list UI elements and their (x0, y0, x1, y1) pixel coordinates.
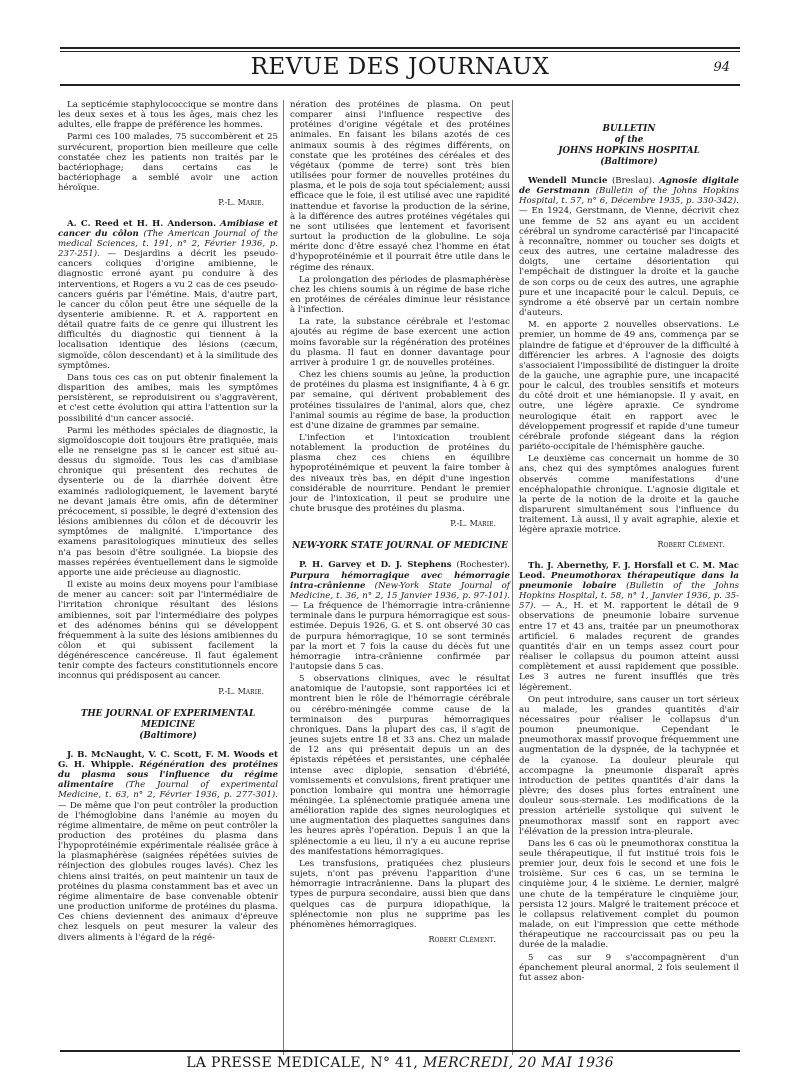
paragraph: 5 cas sur 9 s'accompagnèrent d'un épanchement pleural anormal, 2 fois seulement il fut assez abon- (519, 952, 739, 983)
article-title: Amibiase et cancer du côlon (58, 218, 278, 239)
article-reference: (Bulletin of the Johns Hopkins Hospital, t. 57, n° 6, Décembre 1935, p. 330-342). (519, 186, 739, 207)
article-text: — De même que l'on peut contrôler la production de l'hémoglobine dans l'anémie au moyen du régime alimentaire, de même on peut contrôler la production des protéines du plasma dans l'hypoprotéinémie expérimentale réalisée grâce à la plasmaphérèse (saignées répétées suivies de réinjection des globules rouges lavés). Chez les chiens ainsi traités, on peut maintenir un taux de protéines du plasma constamment bas et avec un régime alimentaire de base convenable obtenir une production uniforme de protéines du plasma. Ces chiens deviennent des animaux d'épreuve chez lesquels on peut mesurer la valeur des divers aliments à l'égard de la régé- (58, 800, 278, 943)
paragraph: L'infection et l'intoxication troublent notablement la production de protéines du plasma chez ces chiens en équilibre hypoprotéinémique et peuvent la faire tomber à des niveaux très bas, en dépit d'une ingestion considérable de nourriture. Pendant le premier jour de l'intoxication, il peut se produire une chute brusque des protéines du plasma. (290, 433, 510, 515)
article-title: Pneumothorax thérapeutique dans la pneumonie lobaire (519, 570, 740, 591)
article-authors: Th. J. Abernethy, F. J. Horsfall et C. M. Mac Leod. (519, 560, 739, 581)
signature: P.-L. Marie. (218, 198, 264, 208)
article-city: (Rochester). (456, 560, 511, 571)
article-reference: (Bulletin of the Johns Hopkins Hospital, t. 58, n° 1, Janvier 1936, p. 35-57). (519, 580, 740, 612)
signature: P.-L. Marie. (450, 519, 496, 529)
article-text: — Desjardins a décrit les pseudo-cancers coliques d'origine amibienne, le diagnostic erroné ayant pu conduire à des interventions, et Rogers a vu 2 cas de ces pseudo-cancers guéris par l'émétine. Mais, d'autre part, le cancer du côlon peut être une séquelle de la dysenterie amibienne. R. et A. rapportent en détail quatre faits de ce genre qui illustrent les difficultés du diagnostic qui tiennent à la localisation identique des lésions (cæcum, sigmoïde, côlon descendant) et à la similitude des symptômes. (58, 249, 278, 371)
article-title: Régénération des protéines du plasma sous l'influence du régime alimentaire (58, 759, 278, 791)
paragraph: La prolongation des périodes de plasmaphérèse chez les chiens soumis à un régime de base riche en protéines de céréales diminue leur résistance à l'infection. (290, 274, 510, 316)
footer-date: MERCREDI, 20 MAI 1936 (422, 1055, 614, 1071)
article-mcnaught (58, 750, 278, 943)
article-reed-anderson (58, 219, 278, 371)
column-divider (283, 100, 284, 1055)
paragraph: Il existe au moins deux moyens pour l'amibiase de mener au cancer: soit par l'intermédiaire de l'irritation chronique résultant des lésions amibiennes, soit par l'intermédiaire des polypes et des adénomes bénins qui se développent fréquemment à la suite des lésions amibiennes du côlon et qui subissent facilement la dégénérescence cancéreuse. Il faut également tenir compte des facteurs constitutionnels encore inconnus qui prédisposent au cancer. (58, 580, 278, 682)
column-1 (58, 100, 278, 945)
column-3 (519, 100, 739, 985)
page-number: 94 (713, 60, 730, 75)
journal-section-heading (290, 541, 510, 552)
paragraph: Dans les 6 cas où le pneumothorax constitua la seule thérapeutique, il fut institué trois fois le premier jour, deux fois le second et une fois le troisième. Sur ces 6 cas, un se termina le cinquième jour, 4 le sixième. Le dernier, malgré une chute de la température le cinquième jour, persista 12 jours. Malgré le traitement précoce et le collapsus relativement complet du poumon malade, on eut l'impression que cette méthode thérapeutique ne raccourcissait pas ou peu la durée de la maladie. (519, 838, 739, 951)
paragraph: Chez les chiens soumis au jeûne, la production de protéines du plasma est insignifiante, 4 à 6 gr. par semaine, qui dérivent probablement des protéines tissulaires de l'animal, alors que, chez l'animal soumis au régime de base, la production est d'une dizaine de grammes par semaine. (290, 370, 510, 431)
signature: Robert Clément. (428, 935, 496, 945)
paragraph: Le deuxième cas concernait un homme de 30 ans, chez qui des symptômes analogues furent observés comme manifestations d'une encéphalopathie chronique. L'agnosie digitale et la perte de la notion de la droite et la gauche disparurent simultanément sous l'influence du traitement. Là aussi, il y avait agraphie, alexie et légère apraxie motrice. (519, 454, 739, 536)
paragraph: 5 observations cliniques, avec le résultat anatomique de l'autopsie, sont rapportées ici et montrent bien le rôle de l'hémorragie cérébrale ou cérébro-méningée comme cause de la terminaison des purpuras hémorragiques chroniques. Dans la plupart des cas, il s'agit de jeunes sujets entre 18 et 33 ans. Chez un malade de 12 ans qui présentait depuis un an des épistaxis répétées et persistantes, une céphalée intense avec diplopie, sensation d'ébriété, vomissements et convulsions, firent pratiquer une ponction lombaire qui montra une hémorragie méningée. La splénectomie pratiquée amena une amélioration rapide des signes neurologiques et une augmentation des plaquettes sanguines dans les heures après l'opération. Depuis 1 an que la splénectomie a eu lieu, il n'y a eu aucune reprise des manifestations hémorragiques. (290, 674, 510, 857)
article-title: Purpura hémorragique avec hémorragie intra-crânienne (290, 570, 510, 591)
article-text: — A., H. et M. rapportent le détail de 9 observations de pneumonie lobaire survenue entre 17 et 43 ans, traitée par un pneumothorax artificiel. 6 malades reçurent de grandes quantités d'air en un temps assez court pour réaliser le collapsus du poumon atteint aussi complètement et aussi rapidement que possible. Les 3 autres ne furent insufflés que très légèrement. (519, 601, 739, 693)
section-city: (Baltimore) (139, 730, 197, 741)
signature: Robert Clément. (657, 540, 725, 550)
paragraph: On peut introduire, sans causer un tort sérieux au malade, les grandes quantités d'air nécessaires pour réaliser le collapsus d'un poumon pneumonique. Cependant le pneumothorax massif provoque fréquemment une augmentation de la dyspnée, de la tachypnée et de la cyanose. La douleur pleurale qui accompagne la pneumonie disparaît après introduction de petites quantités d'air dans la plèvre; des doses plus fortes entraînent une douleur sous-sternale. Les modifications de la pression artérielle systolique qui suivent le pneumothorax massif sont en rapport avec l'élévation de la pression intra-pleurale. (519, 694, 739, 837)
section-journal-name: THE JOURNAL OF EXPERIMENTAL MEDICINE (80, 708, 256, 730)
journal-section-title: REVUE DES JOURNAUX (250, 54, 550, 80)
article-garvey-stephens (290, 560, 510, 672)
article-reference: (The Journal of experimental Medicine, t. 63, n° 2, Février 1936, p. 277-301). (58, 780, 278, 801)
header-rule-bottom (60, 84, 740, 86)
paragraph: Parmi les méthodes spéciales de diagnostic, la sigmoïdoscopie doit toujours être pratiquée, mais elle ne renseigne pas si le cancer est situé au-dessus du sigmoïde. Tous les cas d'amibiase chronique qui présentent des rechutes de dysenterie ou de la diarrhée doivent être examinés radiologiquement, le lavement baryté ne devant jamais être omis, afin de déterminer précocement, si possible, le degré d'extension des lésions amibiennes du côlon et de découvrir les symptômes de malignité. L'importance des examens parasitologiques minutieux des selles n'a pas besoin d'être soulignée. La biopsie des masses repérées éventuellement dans le sigmoïde apporte une aide précieuse au diagnostic. (58, 425, 278, 578)
footer-rule (60, 1050, 740, 1052)
journal-section-heading (519, 124, 739, 168)
paragraph: La septicémie staphylococcique se montre dans les deux sexes et à tous les âges, mais chez les adultes, elle frappe de préférence les hommes. (58, 100, 278, 131)
section-journal-name-line1: BULLETIN (602, 124, 656, 134)
signature: P.-L. Marie. (218, 686, 264, 696)
column-2 (290, 100, 510, 955)
article-text: — En 1924, Gerstmann, de Vienne, décrivit chez une femme de 52 ans ayant eu un accident cérébral un syndrome caractérisé par l'incapacité à reconnaître, nommer ou toucher ses doigts et ceux des autres, une certaine maladresse des doigts, une certaine désorientation qui l'empêchait de distinguer la droite et la gauche de son corps ou de ceux des autres, une agraphie pure et une incapacité pour le calcul. Depuis, ce syndrome a été observé par un certain nombre d'auteurs. (519, 206, 739, 319)
section-journal-name-line2: of the (614, 135, 644, 145)
article-reference: (The American Journal of the medical Sciences, t. 191, n° 2, Février 1936, p. 237-251). (58, 228, 279, 260)
paragraph: M. en apporte 2 nouvelles observations. Le premier, un homme de 49 ans, commença par se plaindre de fatigue et d'éprouver de la difficulté à différencier les arbres. A l'agnosie des doigts s'associaient l'impossibilité de distinguer la droite de la gauche, une agraphie pure, une incapacité pour le calcul, des troubles sensitifs et moteurs du côté droit et une hémianopsie. Il y avait, en outre, une légère apraxie. Ce syndrome neurologique était en rapport avec le développement progressif et rapide d'une tumeur cérébrale profonde siégeant dans la région pariéto-occipitale de l'hémisphère gauche. (519, 320, 739, 453)
paragraph: Parmi ces 100 malades, 75 succombèrent et 25 survécurent, proportion bien meilleure que celle constatée chez les patients non traités par le bactériophage; dans certains cas le bactériophage a semblé avoir une action héroïque. (58, 132, 278, 194)
article-authors: Wendell Muncie (528, 176, 608, 186)
article-city: (Breslau). (611, 176, 655, 186)
article-muncie (519, 176, 739, 318)
paragraph: La rate, la substance cérébrale et l'estomac ajoutés au régime de base exercent une action moins favorable sur la régénération des protéines du plasma. Il faut en donner davantage pour arriver à produire 1 gr. de nouvelles protéines. (290, 317, 510, 368)
column-divider (512, 100, 513, 1055)
paragraph: nération des protéines de plasma. On peut comparer ainsi l'influence respective des protéines d'origine végétale et des protéines animales. En faisant les bilans azotés de ces animaux soumis à des régimes différents, on constate que les protéines des céréales et des végétaux (pomme de terre) sont très bien utilisées pour former de nouvelles protéines du plasma, et le pois de soja tout spécialement; aussi efficace que le foie, il est utilisé avec une rapidité inattendue et favorise la production de la sérine, à la différence des autres protéines végétales qui ne sont utilisées que lentement et favorisent surtout la production de la globuline. Le soja mérite donc d'être essayé chez l'homme en état d'hypoprotéinémie et il pourrait être utile dans le régime des rénaux. (290, 100, 510, 273)
footer (0, 1055, 800, 1071)
header-rule-top (60, 47, 740, 49)
article-reference: (New-York State Journal of Medicine, t. 36, n° 2, 15 Janvier 1936, p. 97-101). (290, 580, 510, 601)
article-abernethy (519, 561, 739, 693)
header-rule-top-thin (60, 51, 740, 52)
journal-section-heading (58, 709, 278, 742)
footer-journal: LA PRESSE MEDICALE, N° 41, (186, 1055, 419, 1071)
paragraph: Les transfusions, pratiquées chez plusieurs sujets, n'ont pas prévenu l'apparition d'une hémorragie intracrânienne. Dans la plupart des types de purpura secondaire, aussi bien que dans quelques cas de purpura idiopathique, la splénectomie non plus ne supprime pas les phénomènes hémorragiques. (290, 858, 510, 930)
article-authors: J. B. McNaught, V. C. Scott, F. M. Woods et G. H. Whipple. (58, 749, 278, 770)
article-authors: P. H. Garvey et D. J. Stephens (299, 560, 452, 571)
section-journal-name: NEW-YORK STATE JOURNAL OF MEDICINE (292, 541, 508, 552)
article-text: — La fréquence de l'hémorragie intra-crânienne terminale dans le purpura hémorragique est sous-estimée. Depuis 1926, G. et S. ont observé 30 cas de purpura hémorragique, 10 se sont terminés par la mort et 7 fois la cause du décès fut une hémorragie intra-crânienne confirmée par l'autopsie dans 5 cas. (290, 601, 510, 672)
paragraph: Dans tous ces cas on put obtenir finalement la disparition des amibes, mais les symptômes persistèrent, se reproduisirent ou s'aggravèrent, et c'est cette évolution qui attira l'attention sur la possibilité d'un cancer associé. (58, 372, 278, 424)
article-title: Agnosie digitale de Gerstmann (519, 176, 740, 197)
section-journal-name-line3: JOHNS HOPKINS HOSPITAL (558, 146, 700, 156)
article-authors: A. C. Reed et H. H. Anderson. (67, 218, 217, 229)
section-city: (Baltimore) (600, 157, 658, 167)
